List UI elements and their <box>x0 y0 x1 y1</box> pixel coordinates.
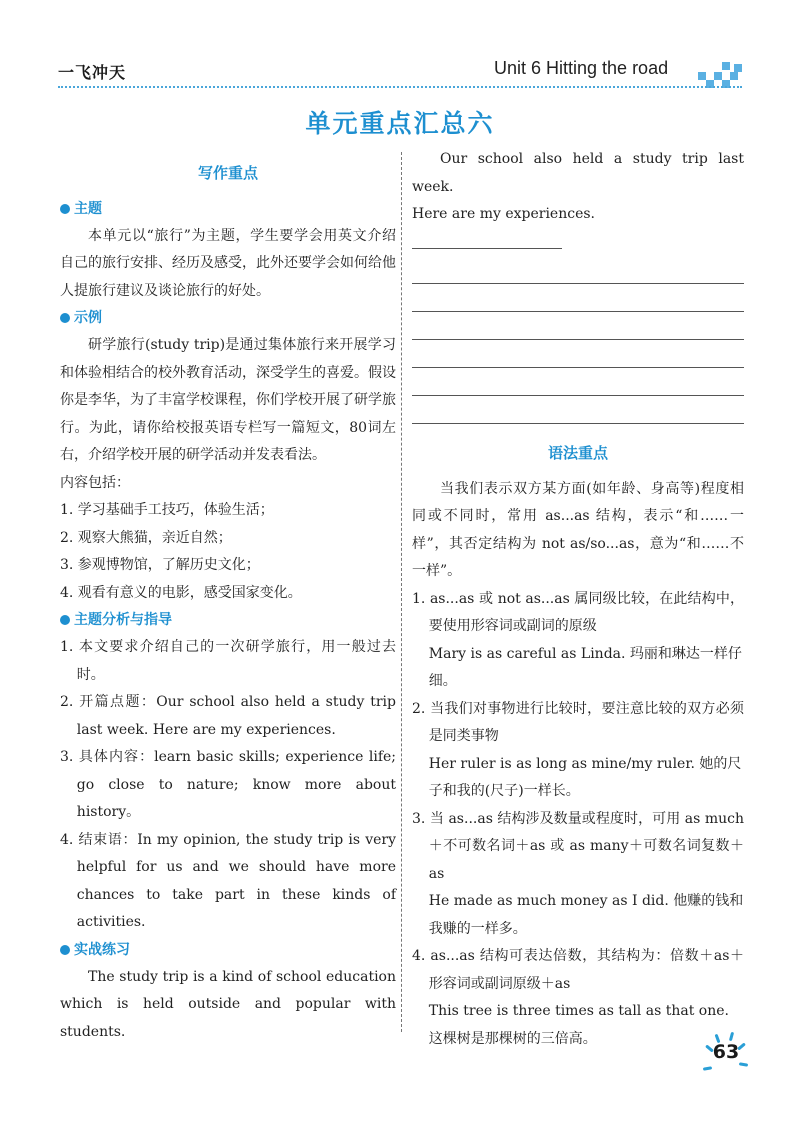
grammar-intro: 当我们表示双方某方面(如年龄、身高等)程度相同或不同时，常用 as...as 结构，表示“和……一样”，其否定结构为 not as/so...as，意为“和……不一样”。 <box>412 480 744 579</box>
page-number-badge <box>702 1032 750 1080</box>
analysis-label: 主题分析与指导 <box>60 607 396 634</box>
sunburst-icon <box>729 1032 734 1041</box>
answer-line[interactable] <box>412 256 744 284</box>
theme-text: 本单元以“旅行”为主题，学生要学会用英文介绍自己的旅行安排、经历及感受，此外还要学会如何给他人提旅行建议及谈论旅行的好处。 <box>60 227 396 299</box>
analysis-item: 2. 开篇点题：Our school also held a study trip last week. Here are my experiences. <box>60 694 396 738</box>
sunburst-icon <box>703 1066 712 1071</box>
grammar-rule: 3. 当 as...as 结构涉及数量或程度时，可用 as much＋不可数名词＋as 或 as many＋可数名词复数＋as <box>412 810 744 882</box>
practice-text: The study trip is a kind of school education which is held outside and popular with students. <box>60 968 396 1040</box>
grammar-rule: 2. 当我们对事物进行比较时，要注意比较的双方必须是同类事物 <box>412 700 744 744</box>
practice-continued-2: Here are my experiences. <box>412 201 744 256</box>
analysis-item: 3. 具体内容：learn basic skills; experience life; go close to nature; know more about history。 <box>60 749 396 820</box>
right-column <box>412 146 744 1053</box>
checker-decoration <box>698 58 742 88</box>
bullet-icon <box>60 615 70 625</box>
answer-line[interactable] <box>412 368 744 396</box>
example-label: 示例 <box>60 305 396 332</box>
writing-heading: 写作重点 <box>197 164 258 182</box>
writing-section <box>60 160 396 1046</box>
header-rule <box>58 86 742 88</box>
content-item: 3. 参观博物馆，了解历史文化； <box>60 557 260 573</box>
practice-label: 实战练习 <box>60 937 396 964</box>
answer-line[interactable] <box>412 284 744 312</box>
example-text: 研学旅行(study trip)是通过集体旅行来开展学习和体验相结合的校外教育活动，深受学生的喜爱。假设你是李华，为了丰富学校课程，你们学校开展了研学旅行。为此，请你给校报英语专栏写一篇短文，80词左右，介绍学校开展的研学活动并发表看法。 <box>60 337 396 463</box>
unit-title: Unit 6 Hitting the road <box>494 58 669 78</box>
grammar-rule: 1. as...as 或 not as...as 属同级比较，在此结构中，要使用形容词或副词的原级 <box>412 590 744 634</box>
bullet-icon <box>60 945 70 955</box>
page-header <box>0 0 800 95</box>
content-item: 4. 观看有意义的电影，感受国家变化。 <box>60 584 302 601</box>
answer-blank[interactable] <box>412 232 562 249</box>
page-number: 63 <box>712 1041 740 1063</box>
answer-line[interactable] <box>412 340 744 368</box>
analysis-item: 4. 结束语：In my opinion, the study trip is very helpful for us and we should have more chances to take part in these kinds of activities. <box>60 831 396 930</box>
series-logo: 一飞冲天 <box>58 63 127 82</box>
grammar-heading: 语法重点 <box>547 444 608 462</box>
bullet-icon <box>60 313 70 323</box>
theme-label: 主题 <box>60 196 396 223</box>
grammar-example: This tree is three times as tall as that one. 这棵树是那棵树的三倍高。 <box>428 1003 729 1047</box>
page-title: 单元重点汇总六 <box>305 109 495 138</box>
grammar-example: Mary is as careful as Linda. 玛丽和琳达一样仔细。 <box>428 645 742 689</box>
practice-continued: Our school also held a study trip last week. <box>412 151 744 195</box>
grammar-rule: 4. as...as 结构可表达倍数，其结构为：倍数＋as＋形容词或副词原级＋as <box>412 948 744 992</box>
column-divider <box>401 152 402 1032</box>
grammar-example: He made as much money as I did. 他赚的钱和我赚的一样多。 <box>428 893 744 937</box>
bullet-icon <box>60 204 70 214</box>
answer-line[interactable] <box>412 396 744 424</box>
content-item: 2. 观察大熊猫，亲近自然； <box>60 529 232 546</box>
content-item: 1. 学习基础手工技巧，体验生活； <box>60 502 274 518</box>
analysis-item: 1. 本文要求介绍自己的一次研学旅行，用一般过去时。 <box>60 639 396 683</box>
grammar-example: Her ruler is as long as mine/my ruler. 她的尺子和我的(尺子)一样长。 <box>428 755 742 799</box>
content-label: 内容包括： <box>60 474 130 491</box>
answer-line[interactable] <box>412 312 744 340</box>
